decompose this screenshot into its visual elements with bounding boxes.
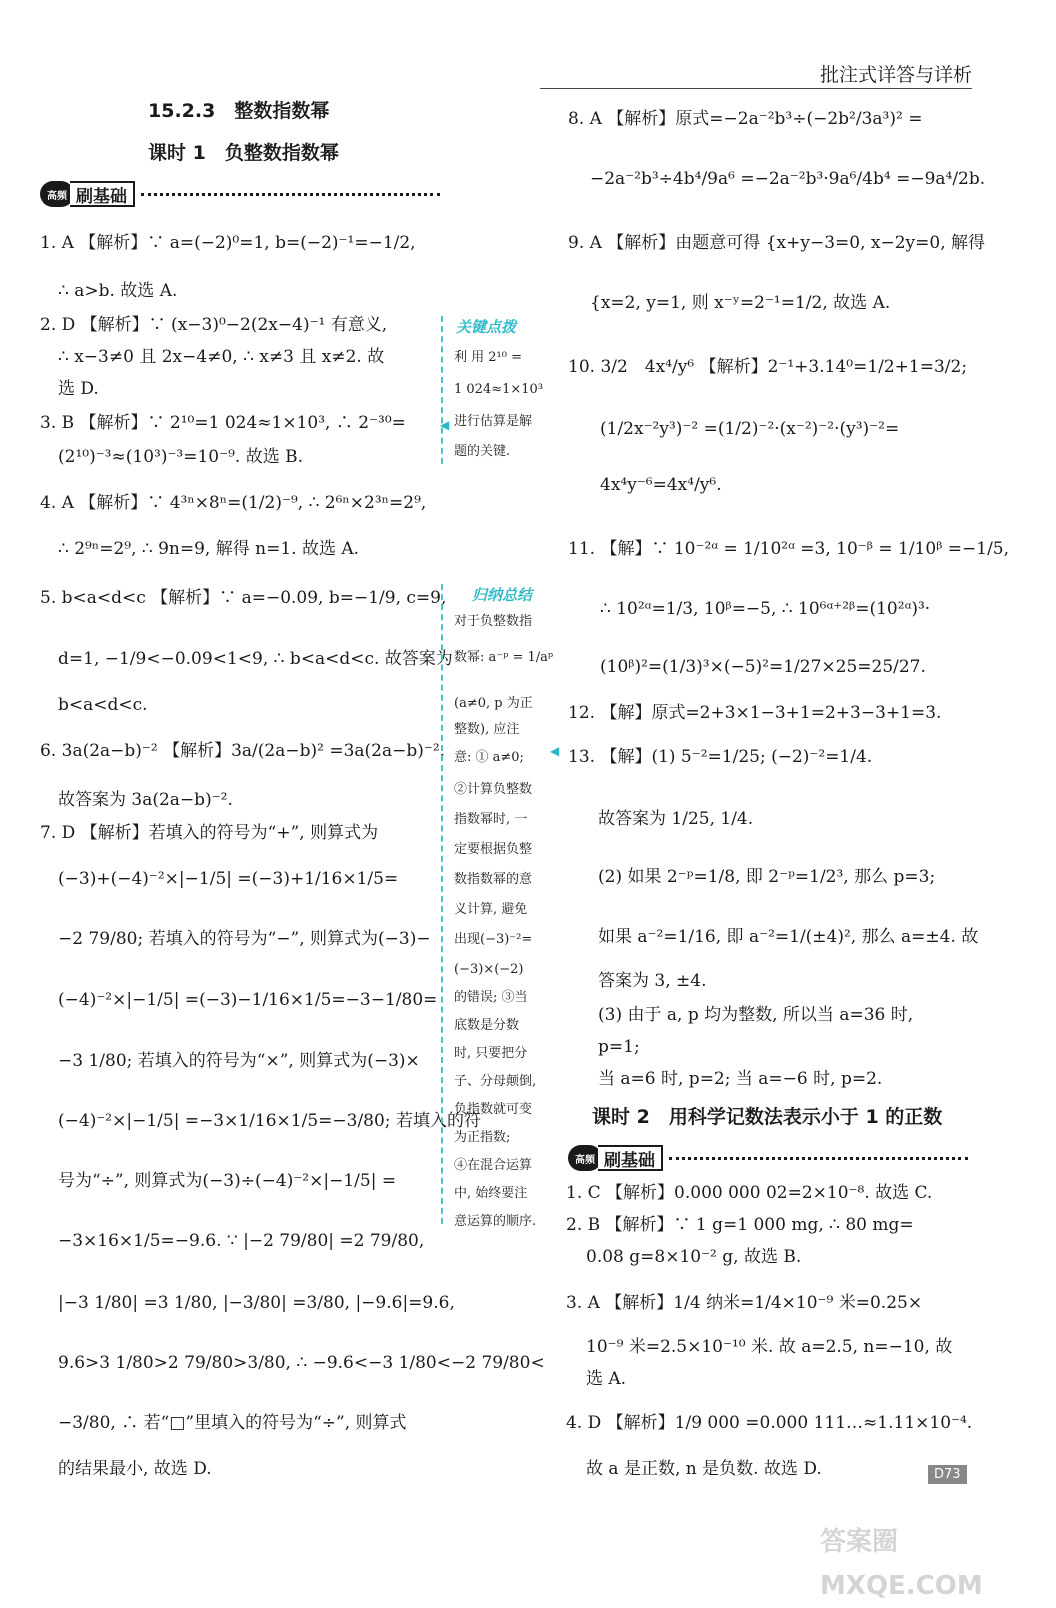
answer-line: 1. A 【解析】∵ a=(−2)⁰=1, b=(−2)⁻¹=−1/2, [40,233,416,253]
summary-note-line: (−3)×(−2) [454,962,524,977]
answer-line: 号为“÷”, 则算式为(−3)÷(−4)⁻²×|−1/5| = [58,1171,397,1191]
summary-note-line: 底数是分数 [454,1018,520,1033]
note-arrow-icon: ◀ [550,744,560,758]
answer-line: 4. D 【解析】1/9 000 =0.000 111…≈1.11×10⁻⁴. [566,1413,973,1433]
summary-note-line: 出现(−3)⁻²= [454,932,533,947]
summary-note-line: 对于负整数指 [454,614,533,629]
answer-line: (3) 由于 a, p 均为整数, 所以当 a=36 时, [598,1005,914,1025]
answer-line: 9. A 【解析】由题意可得 {x+y−3=0, x−2y=0, 解得 [568,233,986,253]
note-arrow-icon: ◀ [440,418,450,432]
answer-line: 选 D. [58,379,99,399]
answer-line: b<a<d<c. [58,695,148,715]
answer-line: −3 1/80; 若填入的符号为“×”, 则算式为(−3)× [58,1051,420,1071]
answer-line: (2¹⁰)⁻³≈(10³)⁻³=10⁻⁹. 故选 B. [58,447,304,467]
answer-line: (1/2x⁻²y³)⁻² =(1/2)⁻²·(x⁻²)⁻²·(y³)⁻²= [600,419,900,439]
answer-line: 13. 【解】(1) 5⁻²=1/25; (−2)⁻²=1/4. [568,747,873,767]
answer-line: 12. 【解】原式=2+3×1−3+1=2+3−3+1=3. [568,703,942,723]
answer-line: ∴ 10²ᵅ=1/3, 10ᵝ=−5, ∴ 10⁶ᵅ⁺²ᵝ=(10²ᵅ)³· [600,599,931,619]
answer-line: 故 a 是正数, n 是负数. 故选 D. [586,1459,822,1479]
summary-note-line: 义计算, 避免 [454,902,528,917]
summary-note-line: 数指数幂的意 [454,872,533,887]
key-note-title: 关键点拨 [456,318,517,336]
answer-line: 当 a=6 时, p=2; 当 a=−6 时, p=2. [598,1069,883,1089]
answer-line: 7. D 【解析】若填入的符号为“+”, 则算式为 [40,823,379,843]
practice-bar [40,180,440,208]
answer-line: 9.6>3 1/80>2 79/80>3/80, ∴ −9.6<−3 1/80<−2 79/80< [58,1353,545,1373]
summary-note-line: ④在混合运算 [454,1158,533,1173]
badge-icon: 高频 [40,181,74,207]
practice-bar [568,1144,968,1172]
page-number: D73 [928,1465,967,1484]
lesson2-title: 课时 2 用科学记数法表示小于 1 的正数 [592,1106,943,1128]
answer-line: |−3 1/80| =3 1/80, |−3/80| =3/80, |−9.6|=9.6, [58,1293,455,1313]
answer-line: −3/80, ∴ 若“□”里填入的符号为“÷”, 则算式 [58,1413,407,1433]
key-note-line: 利 用 2¹⁰ = [454,350,522,365]
summary-note-title: 归纳总结 [472,586,533,604]
answer-line: 10. 3/2 4x⁴/y⁶ 【解析】2⁻¹+3.14⁰=1/2+1=3/2; [568,357,968,377]
answer-line: (10ᵝ)²=(1/3)³×(−5)²=1/27×25=25/27. [600,657,926,677]
answer-line: (−4)⁻²×|−1/5| =(−3)−1/16×1/5=−3−1/80= [58,990,438,1010]
summary-note-line: ②计算负整数 [454,782,533,797]
answer-line: 答案为 3, ±4. [598,971,707,991]
summary-note-line: (a≠0, p 为正 [454,696,533,711]
answer-line: 10⁻⁹ 米=2.5×10⁻¹⁰ 米. 故 a=2.5, n=−10, 故 [586,1337,953,1357]
answer-line: 4. A 【解析】∵ 4³ⁿ×8ⁿ=(1/2)⁻⁹, ∴ 2⁶ⁿ×2³ⁿ=2⁹, [40,493,427,513]
summary-note-line: 数幂: a⁻ᵖ = 1/aᵖ [454,650,554,665]
answer-line: (2) 如果 2⁻ᵖ=1/8, 即 2⁻ᵖ=1/2³, 那么 p=3; [598,867,936,887]
lesson-title: 课时 1 负整数指数幂 [148,142,339,164]
answer-line: ∴ a>b. 故选 A. [58,281,178,301]
answer-line: 的结果最小, 故选 D. [58,1459,212,1479]
section-title: 15.2.3 整数指数幂 [148,100,330,122]
answer-line: 6. 3a(2a−b)⁻² 【解析】3a/(2a−b)² =3a(2a−b)⁻². [40,741,446,761]
answer-line: (−3)+(−4)⁻²×|−1/5| =(−3)+1/16×1/5= [58,869,399,889]
summary-note-line: 整数), 应注 [454,722,520,737]
badge-icon: 高频 [568,1145,602,1171]
answer-line: 3. A 【解析】1/4 纳米=1/4×10⁻⁹ 米=0.25× [566,1293,923,1313]
answer-line: 故答案为 1/25, 1/4. [598,809,754,829]
answer-line: 8. A 【解析】原式=−2a⁻²b³÷(−2b²/3a³)² = [568,109,923,129]
note-divider [441,316,443,464]
answer-line: p=1; [598,1037,640,1057]
answer-line: 2. D 【解析】∵ (x−3)⁰−2(2x−4)⁻¹ 有意义, [40,315,388,335]
summary-note-line: 意运算的顺序. [454,1214,537,1229]
dotted-rule [141,193,440,196]
answer-line: ∴ 2⁹ⁿ=2⁹, ∴ 9n=9, 解得 n=1. 故选 A. [58,539,360,559]
key-note-line: 1 024≈1×10³ [454,382,544,397]
summary-note-line: 时, 只要把分 [454,1046,528,1061]
answer-line: 1. C 【解析】0.000 000 02=2×10⁻⁸. 故选 C. [566,1183,933,1203]
answer-line: 故答案为 3a(2a−b)⁻². [58,790,233,810]
bar-label: 刷基础 [70,181,135,207]
answer-line: 11. 【解】∵ 10⁻²ᵅ = 1/10²ᵅ =3, 10⁻ᵝ = 1/10ᵝ =−1/5, [568,539,1010,559]
summary-note-line: 为正指数; [454,1130,511,1145]
answer-line: ∴ x−3≠0 且 2x−4≠0, ∴ x≠3 且 x≠2. 故 [58,347,385,367]
answer-line: 4x⁴y⁻⁶=4x⁴/y⁶. [600,475,722,495]
summary-note-line: 指数幂时, 一 [454,812,528,827]
answer-line: 如果 a⁻²=1/16, 即 a⁻²=1/(±4)², 那么 a=±4. 故 [598,927,979,947]
header-title: 批注式详答与详析 [819,64,972,86]
answer-line: −2a⁻²b³÷4b⁴/9a⁶ =−2a⁻²b³·9a⁶/4b⁴ =−9a⁴/2b. [590,169,986,189]
bar-label: 刷基础 [598,1145,663,1171]
answer-line: 3. B 【解析】∵ 2¹⁰=1 024≈1×10³, ∴ 2⁻³⁰= [40,413,406,433]
key-note-line: 题的关键. [454,444,511,459]
summary-note-line: 定要根据负整 [454,842,533,857]
dotted-rule [669,1157,968,1160]
summary-note-line: 的错误; ③当 [454,990,528,1005]
answer-line: d=1, −1/9<−0.09<1<9, ∴ b<a<d<c. 故答案为 [58,649,453,669]
summary-note-line: 负指数就可变 [454,1102,533,1117]
note-divider [441,584,443,1224]
watermark: 答案圈 MXQE.COM [820,1527,983,1601]
answer-line: (−4)⁻²×|−1/5| =−3×1/16×1/5=−3/80; 若填入的符 [58,1111,481,1131]
answer-line: −2 79/80; 若填入的符号为“−”, 则算式为(−3)− [58,929,431,949]
header-rule [540,88,972,89]
answer-line: −3×16×1/5=−9.6. ∵ |−2 79/80| =2 79/80, [58,1231,425,1251]
answer-line: 0.08 g=8×10⁻² g, 故选 B. [586,1247,802,1267]
summary-note-line: 子、分母颠倒, [454,1074,537,1089]
answer-line: {x=2, y=1, 则 x⁻ʸ=2⁻¹=1/2, 故选 A. [590,293,891,313]
summary-note-line: 中, 始终要注 [454,1186,528,1201]
summary-note-line: 意: ① a≠0; [454,750,524,765]
answer-line: 选 A. [586,1369,627,1389]
answer-line: 2. B 【解析】∵ 1 g=1 000 mg, ∴ 80 mg= [566,1215,914,1235]
key-note-line: 进行估算是解 [454,414,533,429]
answer-line: 5. b<a<d<c 【解析】∵ a=−0.09, b=−1/9, c=9, [40,588,447,608]
